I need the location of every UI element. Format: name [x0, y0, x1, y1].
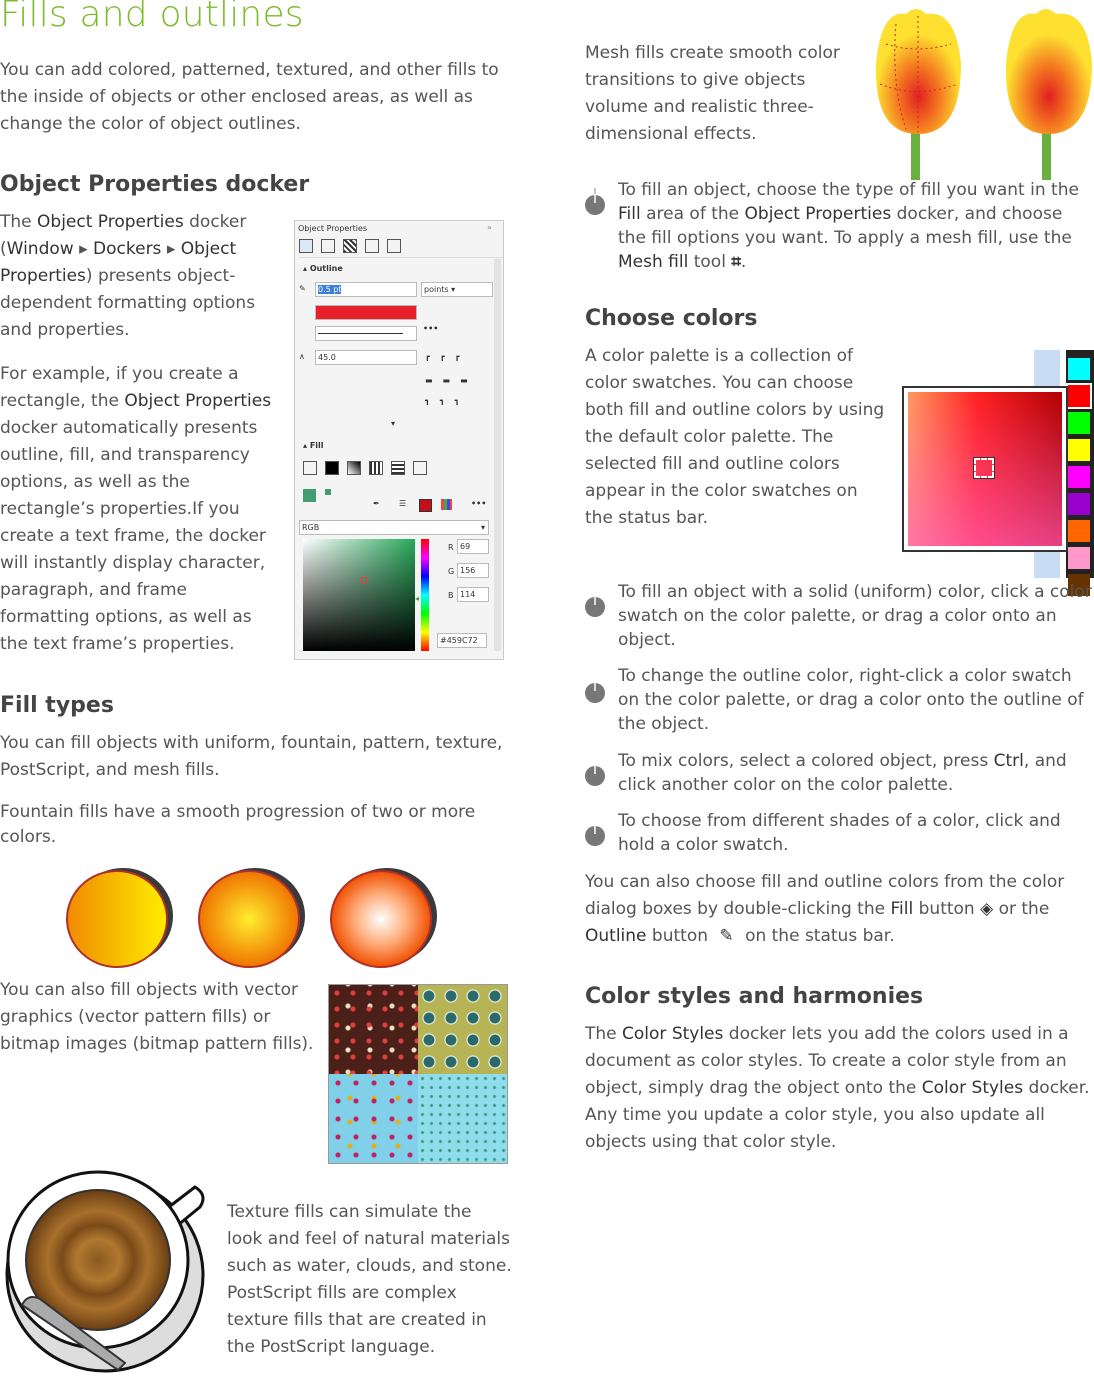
- pattern-fill-examples: [328, 984, 508, 1164]
- fill-types-heading: Fill types: [0, 693, 114, 718]
- docker-scrollbar[interactable]: [494, 259, 501, 651]
- palette-swatch[interactable]: [1068, 412, 1090, 434]
- fountain-fill-examples: [60, 862, 450, 974]
- choose-colors-tip-1: To fill an object with a solid (uniform) color, click a color swatch on the color palette, or drag a color onto an object.: [618, 582, 1092, 650]
- mouse-tip-icon: [584, 588, 606, 618]
- fill-tab-icon[interactable]: [321, 239, 335, 253]
- texture-fill-coffee-cup: [0, 1165, 215, 1375]
- outline-section-label: ▴ Outline: [303, 264, 343, 273]
- fill-color-swatch[interactable]: [303, 489, 316, 502]
- intro-text: You can add colored, patterned, textured, and other fills to the inside of objects or other enclosed areas, as well as change the color of object outlines.: [0, 60, 499, 134]
- square-fountain-circle: [331, 871, 431, 967]
- fill-section-label: ▴ Fill: [303, 441, 324, 450]
- circle-pattern-tile: [418, 985, 507, 1074]
- fill-types-paragraph-2: Fountain fills have a smooth progression of two or more colors.: [0, 802, 476, 847]
- color-styles-paragraph: The Color Styles docker lets you add the colors used in a document as color styles. To create a color style from an object, simply drag the object onto the Color Styles docker. Any time you update a color style, you also update all objects using that color style.: [585, 1024, 1090, 1152]
- choose-colors-paragraph-2: You can also choose fill and outline colors from the color dialog boxes by double-clicking the Fill button ◈ or the Outline button ✎ on the status bar.: [585, 872, 1065, 946]
- palette-swatch[interactable]: [1068, 385, 1090, 407]
- docker-collapse-icon[interactable]: »: [487, 223, 492, 232]
- page-title: Fills and outlines: [0, 0, 304, 35]
- b-input[interactable]: 114: [457, 587, 489, 602]
- radial-fountain-circle: [199, 871, 299, 967]
- choose-colors-tip-2: To change the outline color, right-click a color swatch on the color palette, or drag a color onto the outline of the object.: [618, 666, 1084, 734]
- mesh-fill-tulips: [866, 4, 1094, 180]
- g-label: G: [448, 567, 455, 576]
- arrow-right-icon: ▸: [166, 239, 176, 259]
- r-input[interactable]: 69: [457, 539, 489, 554]
- angle-input[interactable]: 45.0: [315, 350, 417, 365]
- line-style-select[interactable]: [315, 326, 417, 341]
- uniform-fill-icon[interactable]: [325, 461, 339, 475]
- outline-pen-icon: ✎: [719, 926, 734, 946]
- choose-colors-paragraph: A color palette is a collection of color swatches. You can choose both fill and outline colors by using the default color palette. The selected fill and outline colors appear in the color swatches on the status bar.: [585, 346, 885, 528]
- more-fill-options-icon[interactable]: •••: [471, 499, 487, 508]
- color-picker-marker: [361, 577, 367, 583]
- mouse-tip-icon: [584, 674, 606, 704]
- mesh-fill-tip: To fill an object, choose the type of fill you want in the Fill area of the Object Properties docker, and choose the fill options you want. To apply a mesh fill, use the Mesh fill tool ⌗.: [618, 180, 1079, 272]
- outline-tab-icon[interactable]: [299, 239, 313, 253]
- mouse-tip-icon: [584, 186, 606, 216]
- palette-viewer-icon[interactable]: [441, 499, 452, 510]
- fill-color-small-swatch: [325, 489, 331, 495]
- docker-title: Object Properties: [298, 224, 368, 233]
- transparency-tab-icon[interactable]: [343, 239, 357, 253]
- eyedropper-icon[interactable]: ✒: [373, 499, 380, 508]
- arrow-right-icon: ▸: [79, 239, 88, 259]
- linear-fountain-circle: [67, 871, 167, 967]
- postscript-fill-icon[interactable]: [413, 461, 427, 475]
- cap-options-icons[interactable]: ▬▬▬: [425, 376, 478, 385]
- choose-colors-tip-4: To choose from different shades of a color, click and hold a color swatch.: [618, 811, 1061, 855]
- object-properties-paragraph-1: The Object Properties docker (Window ▸ Dockers ▸ Object Properties) presents object-dependent formatting options and properties.: [0, 212, 256, 340]
- expand-icon[interactable]: ▾: [391, 419, 396, 428]
- palette-swatch[interactable]: [1068, 547, 1090, 569]
- bitmap-pattern-icon[interactable]: [391, 461, 405, 475]
- b-label: B: [448, 591, 454, 600]
- vector-pattern-icon[interactable]: [369, 461, 383, 475]
- palette-swatch[interactable]: [1068, 358, 1090, 380]
- fill-bucket-icon: ◈: [980, 899, 994, 919]
- color-shades-popup: [902, 386, 1068, 552]
- color-field[interactable]: [303, 539, 415, 651]
- sliders-icon[interactable]: ☰: [399, 499, 407, 508]
- outline-color-picker[interactable]: [315, 305, 417, 320]
- vector-pattern-tile: [329, 985, 418, 1074]
- fountain-fill-icon[interactable]: [347, 461, 361, 475]
- mouse-tip-icon: [584, 757, 606, 787]
- mesh-fill-text: Mesh fills create smooth color transitions to give objects volume and realistic three-dimensional effects.: [585, 43, 840, 144]
- miter-limit-icon: ∧: [299, 352, 305, 361]
- color-styles-heading: Color styles and harmonies: [585, 984, 924, 1009]
- corner-options-icons[interactable]: ┏┏┏: [425, 352, 470, 361]
- dots-pattern-tile: [418, 1074, 507, 1163]
- object-properties-paragraph-2: For example, if you create a rectangle, the Object Properties docker automatically presents outline, fill, and transparency options, as well as the rectangle’s properties.If you create a text frame, the docker will instantly display character, paragraph, and frame formatting options, as well as the text frame’s properties.: [0, 364, 272, 654]
- object-properties-docker: [294, 220, 504, 660]
- docker-toolbar: [299, 239, 503, 258]
- rectangle-tab-icon[interactable]: [365, 239, 379, 253]
- g-input[interactable]: 156: [457, 563, 489, 578]
- summary-tab-icon[interactable]: [387, 239, 401, 253]
- tulip-right: [1006, 9, 1092, 134]
- color-viewer-icon[interactable]: [419, 499, 432, 512]
- mouse-tip-icon: [584, 817, 606, 847]
- fill-types-paragraph-1: You can fill objects with uniform, fountain, pattern, texture, PostScript, and mesh fills.: [0, 733, 503, 780]
- palette-swatch[interactable]: [1068, 493, 1090, 515]
- palette-swatch[interactable]: [1068, 439, 1090, 461]
- fill-types-paragraph-3: You can also fill objects with vector graphics (vector pattern fills) or bitmap images (bitmap pattern fills).: [0, 980, 314, 1054]
- choose-colors-heading: Choose colors: [585, 306, 758, 331]
- selected-shade-marker: [974, 458, 994, 478]
- choose-colors-tip-3: To mix colors, select a colored object, press Ctrl, and click another color on the color palette.: [618, 751, 1067, 795]
- outline-width-input[interactable]: 0.5 pt: [315, 282, 417, 297]
- pen-width-icon: ✎: [299, 284, 306, 293]
- mesh-fill-tool-icon: ⌗: [731, 252, 741, 272]
- color-palette-strip[interactable]: [1066, 350, 1094, 578]
- units-select[interactable]: points ▾: [421, 282, 493, 297]
- no-fill-icon[interactable]: [303, 461, 317, 475]
- hue-slider-handle[interactable]: ◂: [415, 594, 420, 603]
- palette-swatch[interactable]: [1068, 466, 1090, 488]
- palette-swatch[interactable]: [1068, 520, 1090, 542]
- fill-types-paragraph-4: Texture fills can simulate the look and feel of natural materials such as water, clouds, and stone. PostScript fills are complex texture fills that are created in the PostScript language.: [227, 1202, 512, 1357]
- object-properties-heading: Object Properties docker: [0, 172, 310, 197]
- r-label: R: [448, 543, 454, 552]
- more-options-icon[interactable]: •••: [423, 324, 439, 333]
- position-options-icons[interactable]: ┓┓┓: [425, 396, 470, 405]
- fill-types-toolbar: [303, 461, 503, 475]
- hex-input[interactable]: #459C72: [437, 633, 487, 648]
- color-model-select[interactable]: RGB ▾: [299, 520, 489, 535]
- bitmap-pattern-tile: [329, 1074, 418, 1163]
